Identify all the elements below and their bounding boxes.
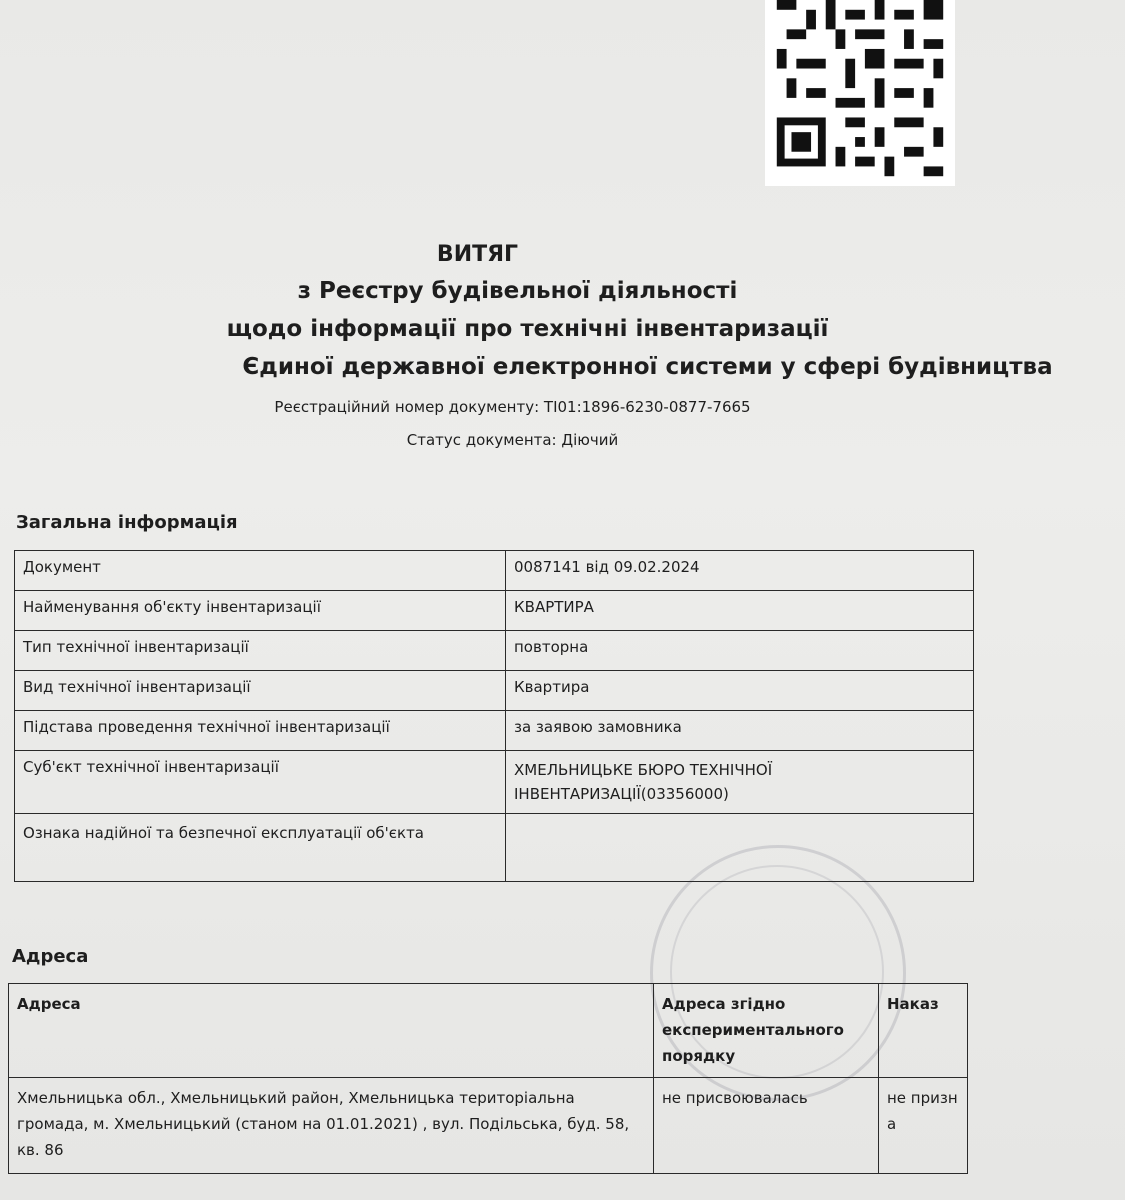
- order-value: не призна: [879, 1078, 968, 1174]
- row-value: повторна: [506, 631, 974, 671]
- address-heading: Адреса: [12, 946, 89, 967]
- column-header-experimental: Адреса згідно експериментального порядку: [654, 984, 879, 1078]
- row-label: Підстава проведення технічної інвентаризації: [15, 711, 506, 751]
- table-row: [15, 751, 974, 814]
- document-status: Статус документа: Діючий: [406, 431, 619, 449]
- doc-subtitle-line-1: з Реєстру будівельної діяльності: [297, 278, 738, 304]
- doc-subtitle-line-2: щодо інформації про технічні інвентаризації: [226, 316, 829, 342]
- column-header-order: Наказ: [879, 984, 968, 1078]
- table-row: [9, 1078, 968, 1174]
- table-row: [15, 591, 974, 631]
- row-label: Документ: [15, 551, 506, 591]
- row-value: 0087141 від 09.02.2024: [506, 551, 974, 591]
- row-label: Тип технічної інвентаризації: [15, 631, 506, 671]
- table-header-row: [9, 984, 968, 1078]
- experimental-address-value: не присвоювалась: [654, 1078, 879, 1174]
- qr-code-icon: [765, 0, 955, 186]
- table-row: [15, 631, 974, 671]
- row-label: Вид технічної інвентаризації: [15, 671, 506, 711]
- doc-subtitle-line-3: Єдиної державної електронної системи у сфері будівництва: [242, 354, 1053, 380]
- table-row: [15, 814, 974, 882]
- column-header-address: Адреса: [9, 984, 654, 1078]
- general-info-table: [14, 550, 974, 882]
- row-value: КВАРТИРА: [506, 591, 974, 631]
- table-row: [15, 711, 974, 751]
- address-table: [8, 983, 968, 1174]
- row-value: ХМЕЛЬНИЦЬКЕ БЮРО ТЕХНІЧНОЇ ІНВЕНТАРИЗАЦІЇ(03356000): [506, 751, 974, 814]
- row-label: Ознака надійної та безпечної експлуатації об'єкта: [15, 814, 506, 882]
- row-value: за заявою замовника: [506, 711, 974, 751]
- row-label: Суб'єкт технічної інвентаризації: [15, 751, 506, 814]
- table-row: [15, 671, 974, 711]
- doc-title: ВИТЯГ: [436, 242, 519, 267]
- table-row: [15, 551, 974, 591]
- row-label: Найменування об'єкту інвентаризації: [15, 591, 506, 631]
- row-value: Квартира: [506, 671, 974, 711]
- registration-number: Реєстраційний номер документу: ТІ01:1896-6230-0877-7665: [274, 398, 751, 416]
- row-value: [506, 814, 974, 882]
- address-value: Хмельницька обл., Хмельницький район, Хмельницька територіальна громада, м. Хмельницький (станом на 01.01.2021) , вул. Подільська, буд. 58, кв. 86: [9, 1078, 654, 1174]
- general-info-heading: Загальна інформація: [16, 512, 238, 533]
